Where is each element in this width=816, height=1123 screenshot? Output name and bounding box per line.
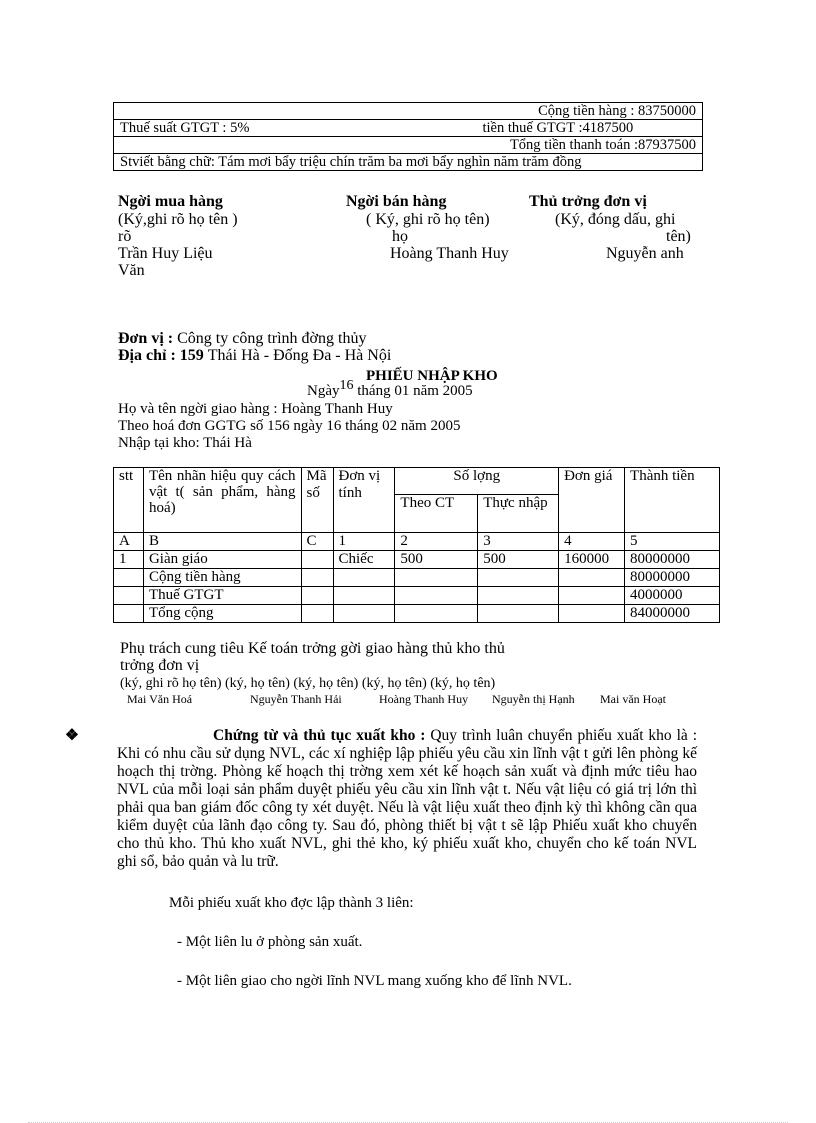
cell-price: 160000 [559,551,625,569]
cell-qty-actual [478,587,559,605]
cell-qty-actual [478,569,559,587]
buyer-title: Ngời mua hàng [118,193,223,210]
buyer-name: Trần Huy Liệu [118,245,213,262]
cell-unit [333,569,395,587]
cell-qty-doc [395,587,478,605]
header-stt: stt [114,468,144,533]
signer-name: Hoàng Thanh Huy [379,692,469,706]
header-amount: Thành tiền [625,468,720,533]
header-unit: Đơn vị tính [333,468,395,533]
cell-qty-doc: 500 [395,551,478,569]
table-row [114,551,720,569]
cell-qty-actual [478,605,559,623]
cell-code [301,551,333,569]
header-qty-doc: Theo CT [395,495,478,533]
buyer-name-2: Văn [118,262,145,279]
table-row [114,587,720,605]
header-price: Đơn giá [559,468,625,533]
address-line [118,347,391,365]
unit-value: Công ty công trình đờng thủy [177,330,367,347]
cell-qty-doc [395,605,478,623]
cell-price [559,587,625,605]
header-qty-actual: Thực nhập [478,495,559,533]
diamond-bullet-icon: ❖ [65,727,79,744]
cell-stt [114,587,144,605]
signer-name: Nguyễn Thanh Hải [250,692,342,706]
header-qty: Số lợng [395,468,559,495]
code-cell: 1 [333,533,395,551]
copy-item: - Một liên giao cho ngời lĩnh NVL mang xuống kho để lĩnh NVL. [177,973,572,989]
cell-name: Giàn giáo [143,551,301,569]
roles-line-2: trởng đơn vị [120,657,200,674]
code-cell: C [301,533,333,551]
cell-amount: 80000000 [625,551,720,569]
code-cell: 2 [395,533,478,551]
invoice-summary-table [113,102,703,171]
cell-name: Tổng cộng [143,605,301,623]
head-note-2: tên) [666,228,691,245]
vat-rate: Thuế suất GTGT : 5% [120,120,250,136]
cell-code [301,587,333,605]
grand-total: Tổng tiền thanh toán :87937500 [114,137,703,154]
header-name: Tên nhãn hiệu quy cách vật t( sản phẩm, hàng hoá) [143,468,301,533]
copies-intro: Mỗi phiếu xuất kho đợc lập thành 3 liên: [169,895,414,911]
cell-code [301,569,333,587]
unit-line [118,330,366,348]
section-text: Quy trình luân chuyển phiếu xuất kho là : Khi có nhu cầu sử dụng NVL, các xí nghiệp lập phiếu yêu cầu xin lĩnh vật t gửi lên phòng kế hoạch thị trờng. Phòng kế hoạch thị trờng xem xét kế hoạch sản xuất và định mức tiêu hao NVL của mỗi loại sản phẩm duyệt phiếu yêu cầu xin lĩnh vật t. Nếu vật liệu có giá trị lớn thì phải qua ban giám đốc công ty xét duyệt. Nếu là vật liệu xuất theo định kỳ thì không cần qua kiểm duyệt của lãnh đạo công ty. Sau đó, phòng thiết bị vật t sẽ lập Phiếu xuất kho chuyển cho thủ kho. Thủ kho xuất NVL, ghi thẻ kho, ký phiếu xuất kho, chuyển cho kế toán NVL ghi sổ, bảo quản và lu trữ. [117,727,698,870]
buyer-note-2: rõ [118,228,132,245]
signer-name: Mai Văn Hoá [127,692,193,706]
code-cell: A [114,533,144,551]
seller-title: Ngời bán hàng [346,193,447,210]
head-name: Nguyễn anh [606,245,684,262]
cell-unit: Chiếc [333,551,395,569]
cell-unit [333,587,395,605]
cell-qty-actual: 500 [478,551,559,569]
date-rest: tháng 01 năm 2005 [353,383,473,399]
page-title: PHIẾU NHẬP KHO [366,368,498,384]
table-header-row [114,468,720,495]
table-row [114,605,720,623]
cell-unit [333,605,395,623]
table-code-row [114,533,720,551]
cell-amount: 84000000 [625,605,720,623]
buyer-note: (Ký,ghi rõ họ tên ) [118,211,238,228]
cell-code [301,605,333,623]
cell-amount: 4000000 [625,587,720,605]
cell-qty-doc [395,569,478,587]
cell-price [559,569,625,587]
cell-name: Thuế GTGT [143,587,301,605]
receipt-table [113,467,720,623]
seller-note: ( Ký, ghi rõ họ tên) [366,211,490,228]
signer-name: Mai văn Hoạt [600,692,666,706]
vat-row [114,120,703,137]
total-goods: Cộng tiền hàng : 83750000 [114,103,703,120]
copy-item: - Một liên lu ở phòng sản xuất. [177,934,363,950]
signature-notes: (ký, ghi rõ họ tên) (ký, họ tên) (ký, họ tên) (ký, họ tên) (ký, họ tên) [120,676,496,691]
cell-amount: 80000000 [625,569,720,587]
seller-name: Hoàng Thanh Huy [390,245,509,262]
section-paragraph [65,727,698,871]
invoice-line: Theo hoá đơn GGTG số 156 ngày 16 tháng 02 năm 2005 [118,418,461,434]
code-cell: 3 [478,533,559,551]
date-day: 16 [339,378,354,393]
section-title: Chứng từ và thủ tục xuất kho : [213,727,426,744]
cell-stt [114,569,144,587]
header-code: Mã số [301,468,333,533]
signer-name: Nguyễn thị Hạnh [492,692,575,706]
receipt-date [307,378,473,400]
seller-note-2: họ [392,228,408,245]
code-cell: 5 [625,533,720,551]
code-cell: 4 [559,533,625,551]
roles-line-1: Phụ trách cung tiêu Kế toán trởng gời giao hàng thủ kho thủ [120,640,505,657]
table-row [114,569,720,587]
head-note: (Ký, đóng dấu, ghi [555,211,676,228]
cell-stt [114,605,144,623]
cell-stt: 1 [114,551,144,569]
address-label: Địa chỉ : 159 [118,347,208,364]
address-value: Thái Hà - Đống Đa - Hà Nội [207,347,392,364]
amount-in-words: Stviết bằng chữ: Tám mơi bẩy triệu chín trăm ba mơi bẩy nghìn năm trăm đồng [114,154,703,171]
warehouse-line: Nhập tại kho: Thái Hà [118,435,252,451]
head-title: Thủ trởng đơn vị [529,193,647,210]
vat-amount: tiền thuế GTGT :4187500 [482,120,634,136]
cell-name: Cộng tiền hàng [143,569,301,587]
cell-price [559,605,625,623]
deliverer-line: Họ và tên ngời giao hàng : Hoàng Thanh Huy [118,401,393,417]
code-cell: B [143,533,301,551]
unit-label: Đơn vị : [118,330,178,347]
date-prefix: Ngày [307,383,340,399]
